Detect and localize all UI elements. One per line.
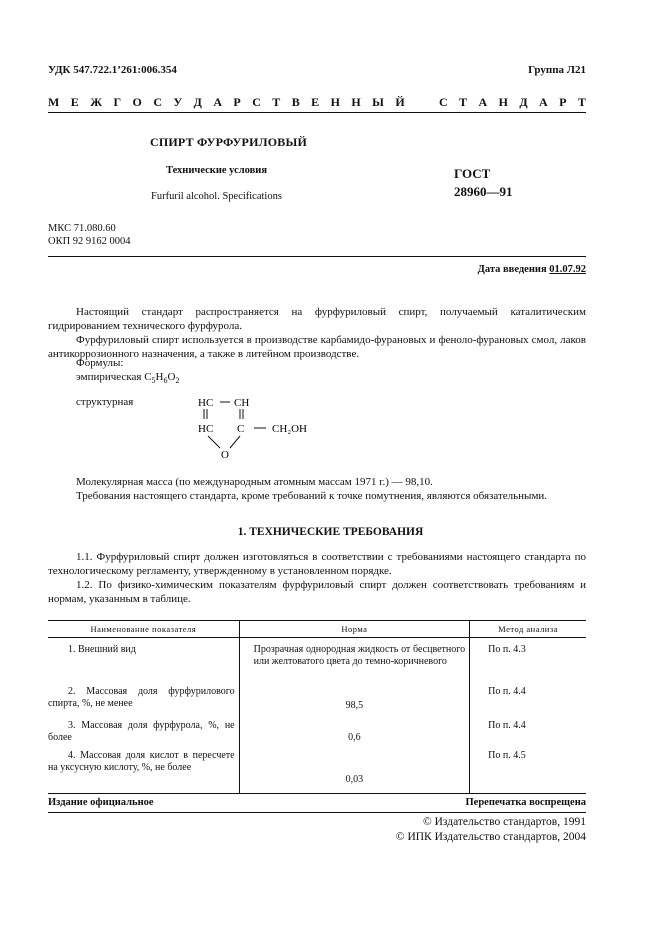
section-paragraph-1-1: 1.1. Фурфуриловый спирт должен изготовляться в соответствии с требованиями настоящего стандарта по технологическому регламенту, утвержденному в установленном порядке. bbox=[48, 551, 586, 577]
banner-letter: Н bbox=[498, 95, 508, 109]
group-code: Группа Л21 bbox=[528, 64, 586, 76]
gost-number: 28960—91 bbox=[454, 184, 513, 199]
row-norm: 98,5 bbox=[239, 686, 470, 718]
effective-date-value: 01.07.92 bbox=[549, 264, 586, 275]
section-heading: 1. ТЕХНИЧЕСКИЕ ТРЕБОВАНИЯ bbox=[237, 526, 424, 538]
table-header-row bbox=[48, 621, 586, 638]
banner-letter: А bbox=[539, 95, 548, 109]
empirical-label: эмпирическая bbox=[76, 371, 142, 383]
row-name: 3. Массовая доля фурфурола, %, не более bbox=[48, 719, 235, 743]
banner-letter: Н bbox=[330, 95, 340, 109]
molecular-text bbox=[48, 475, 586, 503]
section-paragraph-1-2: 1.2. По физико-химическим показателям фурфуриловый спирт должен соответствовать требованиям и нормам, указанным в таблице. bbox=[48, 579, 586, 605]
document-subtitle: Технические условия bbox=[166, 165, 268, 176]
banner-letter: С bbox=[252, 95, 261, 109]
document-title: СПИРТ ФУРФУРИЛОВЫЙ bbox=[150, 135, 307, 149]
empirical-formula: эмпирическая $C_5H_6O_2$ bbox=[76, 371, 180, 386]
struct-c-bottom: C bbox=[237, 423, 245, 435]
struct-bond-o-left bbox=[208, 436, 220, 448]
english-title: Furfuril alcohol. Specifications bbox=[151, 191, 282, 202]
banner-letter: Т bbox=[577, 95, 586, 109]
row-name: 1. Внешний вид bbox=[68, 644, 136, 655]
section-text bbox=[48, 550, 586, 606]
banner-letter: Е bbox=[70, 95, 79, 109]
structural-label: структурная bbox=[76, 396, 134, 408]
footer-divider bbox=[48, 812, 586, 813]
banner-letter: О bbox=[132, 95, 142, 109]
banner-letter: С bbox=[153, 95, 162, 109]
official-edition-label: Издание официальное bbox=[48, 797, 154, 808]
banner-letter: А bbox=[478, 95, 488, 109]
mks-code: МКС 71.080.60 bbox=[48, 223, 116, 234]
copyright-2004: © ИПК Издательство стандартов, 2004 bbox=[395, 831, 586, 843]
row-method: По п. 4.5 bbox=[470, 748, 586, 794]
banner-letter: Д bbox=[193, 95, 202, 109]
table-row bbox=[48, 748, 586, 794]
row-method: По п. 4.3 bbox=[470, 638, 586, 686]
molecular-mass: Молекулярная масса (по международным атомным массам 1971 г.) — 98,10. bbox=[76, 476, 433, 488]
formulas-block bbox=[76, 356, 179, 388]
gost-designation bbox=[454, 165, 513, 201]
table-row bbox=[48, 686, 586, 718]
banner-letter: С bbox=[438, 95, 448, 109]
effective-date-label: Дата введения bbox=[477, 264, 547, 275]
interstate-standard-banner bbox=[48, 95, 586, 110]
row-norm: 0,6 bbox=[239, 718, 470, 748]
banner-letter: А bbox=[213, 95, 222, 109]
classification-codes bbox=[48, 222, 131, 248]
struct-ch2oh: CH₂OH bbox=[272, 423, 308, 435]
copyright-1991: © Издательство стандартов, 1991 bbox=[422, 816, 586, 828]
intro-paragraph-2: Фурфуриловый спирт используется в производстве карбамидо-фурановых и феноло-фурановых смол, лаков антикоррозионного назначения, а также в литейном производстве. bbox=[48, 334, 586, 360]
table-row bbox=[48, 718, 586, 748]
column-header-name: Наименование показателя bbox=[48, 621, 239, 638]
banner-letter: Н bbox=[351, 95, 361, 109]
gost-label: ГОСТ bbox=[454, 166, 491, 181]
row-method: По п. 4.4 bbox=[470, 686, 586, 718]
struct-hc-top: HC bbox=[198, 397, 214, 409]
formulas-label: Формулы: bbox=[76, 357, 124, 369]
mandatory-note: Требования настоящего стандарта, кроме требований к точке помутнения, являются обязательными. bbox=[76, 490, 548, 502]
banner-letter: В bbox=[291, 95, 300, 109]
banner-letter: Е bbox=[311, 95, 320, 109]
banner-letter: Д bbox=[519, 95, 528, 109]
banner-letter: Ы bbox=[372, 95, 384, 109]
row-name: 2. Массовая доля фурфурилового спирта, %, не менее bbox=[48, 685, 235, 709]
row-norm: Прозрачная однородная жидкость от бесцветного или желтоватого цвета до темно-коричневого bbox=[239, 638, 470, 686]
requirements-table bbox=[48, 620, 586, 794]
intro-paragraph-1: Настоящий стандарт распространяется на фурфуриловый спирт, получаемый каталитическим гидрированием технического фурфурола. bbox=[48, 306, 586, 332]
row-name: 4. Массовая доля кислот в пересчете на уксусную кислоту, %, не более bbox=[48, 748, 239, 794]
struct-o: O bbox=[221, 449, 229, 460]
banner-letter: Й bbox=[395, 95, 405, 109]
banner-letter: М bbox=[48, 95, 60, 109]
struct-bond-o-right bbox=[230, 436, 240, 448]
copyright-block bbox=[396, 815, 586, 845]
banner-letter: Ж bbox=[90, 95, 103, 109]
banner-letter: Т bbox=[459, 95, 468, 109]
banner-letter: Г bbox=[113, 95, 122, 109]
udk-code: УДК 547.722.1’261:006.354 bbox=[48, 64, 177, 76]
reprint-prohibited-label: Перепечатка воспрещена bbox=[465, 797, 586, 808]
column-header-method: Метод анализа bbox=[470, 621, 586, 638]
column-header-norm: Норма bbox=[239, 621, 470, 638]
structural-formula bbox=[196, 390, 336, 460]
title-divider bbox=[48, 256, 586, 257]
banner-letter: Р bbox=[559, 95, 567, 109]
row-method: По п. 4.4 bbox=[470, 718, 586, 748]
struct-ch-top: CH bbox=[234, 397, 250, 409]
banner-letter: Т bbox=[272, 95, 281, 109]
banner-letter: У bbox=[173, 95, 183, 109]
banner-letter: Р bbox=[233, 95, 241, 109]
effective-date bbox=[478, 264, 586, 275]
table-row bbox=[48, 638, 586, 686]
row-norm: 0,03 bbox=[239, 748, 470, 794]
okp-code: ОКП 92 9162 0004 bbox=[48, 236, 131, 247]
struct-hc-bottom: HC bbox=[198, 423, 214, 435]
header-divider bbox=[48, 112, 586, 113]
intro-text bbox=[48, 305, 586, 361]
